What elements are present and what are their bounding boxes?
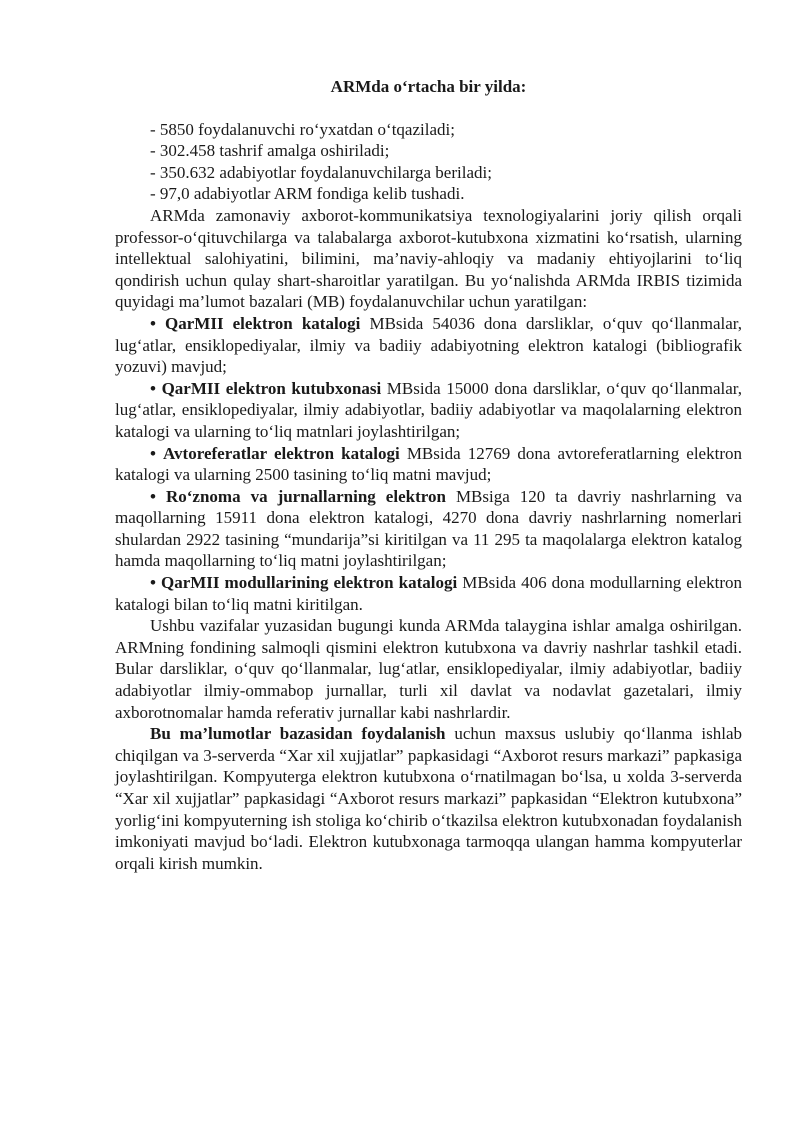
database-item [115, 572, 742, 615]
stat-item: - 302.458 tashrif amalga oshiriladi; [150, 141, 390, 161]
usage-text: uchun maxsus uslubiy qo‘llanma ishlab chiqilgan va 3-serverda “Xar xil xujjatlar” papkasidagi “Axborot resurs markazi” papkasiga joylashtirilgan. Kompyuterga elektron kutubxona o‘rnatilmagan bo‘lsa, u xolda 3-serverda “Xar xil xujjatlar” papkasidagi “Axborot resurs markazi” papkasidan “Elektron kutubxona” yorlig‘ini kompyuterning ish stoliga ko‘chirib o‘tkazilsa elektron kutubxonadan foydalanish imkoniyati mavjud bo‘ladi. Elektron kutubxonaga tarmoqqa ulangan hamma kompyuterlar orqali kirish mumkin. [115, 724, 742, 873]
database-item [115, 378, 742, 443]
document-page [115, 76, 742, 874]
bullet-icon: • [150, 313, 156, 333]
database-name: Ro‘znoma va jurnallarning elektron [165, 486, 446, 506]
database-description: MBsida 12769 dona avtoreferatlarning elektron katalogi va ularning 2500 tasining to‘liq matni mavjud; [115, 443, 742, 485]
database-description: MBsida 54036 dona darsliklar, o‘quv qo‘llanmalar, lug‘atlar, ensiklopediyalar, ilmiy va badiiy adabiyotning elektron katalogi (bibliografik yozuvi) mavjud; [115, 313, 743, 377]
database-item [115, 443, 742, 486]
page-title: ARMda o‘rtacha bir yilda: [330, 77, 527, 96]
database-name: QarMII elektron katalogi [165, 313, 361, 333]
database-name: QarMII modullarining elektron katalogi [160, 573, 458, 593]
usage-paragraph [115, 723, 742, 874]
bullet-icon: • [150, 573, 156, 593]
bullet-icon: • [150, 486, 156, 506]
database-name: Avtoreferatlar elektron katalogi [163, 443, 400, 463]
bullet-icon: • [150, 443, 156, 463]
bullet-icon: • [150, 378, 156, 398]
stat-item: - 97,0 adabiyotlar ARM fondiga kelib tushadi. [150, 184, 465, 204]
database-item [115, 486, 742, 572]
database-item [115, 313, 742, 378]
yearly-stats-list [115, 119, 742, 205]
database-description: MBsiga 120 ta davriy nashrlarning va maqollarning 15911 dona elektron katalogi, 4270 dona davriy nashrlarning nomerlari shulardan 2922 tasining “mundarija”si kiritilgan va 11 295 ta maqolalarga elektron katalog hamda maqollarning to‘liq matni joylashtirilgan; [115, 486, 743, 571]
database-description: MBsida 406 dona modullarning elektron katalogi bilan to‘liq matni kiritilgan. [115, 573, 742, 614]
tasks-paragraph: Ushbu vazifalar yuzasidan bugungi kunda ARMda talaygina ishlar amalga oshirilgan. ARMning fondining salmoqli qismini elektron kutubxona va davriy nashrlar tashkil etadi. Bular darsliklar, o‘quv qo‘llanmalar, lug‘atlar, ensiklopediyalar, ilmiy adabiyotlar, badiiy adabiyotlar ilmiy-ommabop jurnallar, turli xil davlat va nodavlat gazetalari, ilmiy axborotnomalar hamda referativ jurnallar kabi nashrlardir. [115, 616, 742, 722]
usage-lead: Bu ma’lumotlar bazasidan foydalanish [150, 724, 446, 744]
stat-item: - 5850 foydalanuvchi ro‘yxatdan o‘tqaziladi; [150, 119, 455, 139]
database-description: MBsida 15000 dona darsliklar, o‘quv qo‘llanmalar, lug‘atlar, ensiklopediyalar, ilmiy adabiyotlar, badiiy adabiyotlar va maqolalarning elektron katalogi va ularning to‘liq matnlari joylashtirilgan; [115, 378, 743, 441]
intro-paragraph: ARMda zamonaviy axborot-kommunikatsiya texnologiyalarini joriy qilish orqali professor-o‘qituvchilarga va talabalarga axborot-kutubxona xizmatini ko‘rsatish, ularning intellektual salohiyatini, bilimini, ma’naviy-ahloqiy va madaniy ehtiyojlarini to‘liq qondirish uchun qulay shart-sharoitlar yaratilgan. Bu yo‘nalishda ARMda IRBIS tizimida quyidagi ma’lumot bazalari (MB) foydalanuvchilar uchun yaratilgan: [115, 205, 742, 312]
stat-item: - 350.632 adabiyotlar foydalanuvchilarga beriladi; [150, 162, 492, 182]
database-name: QarMII elektron kutubxonasi [161, 378, 382, 398]
